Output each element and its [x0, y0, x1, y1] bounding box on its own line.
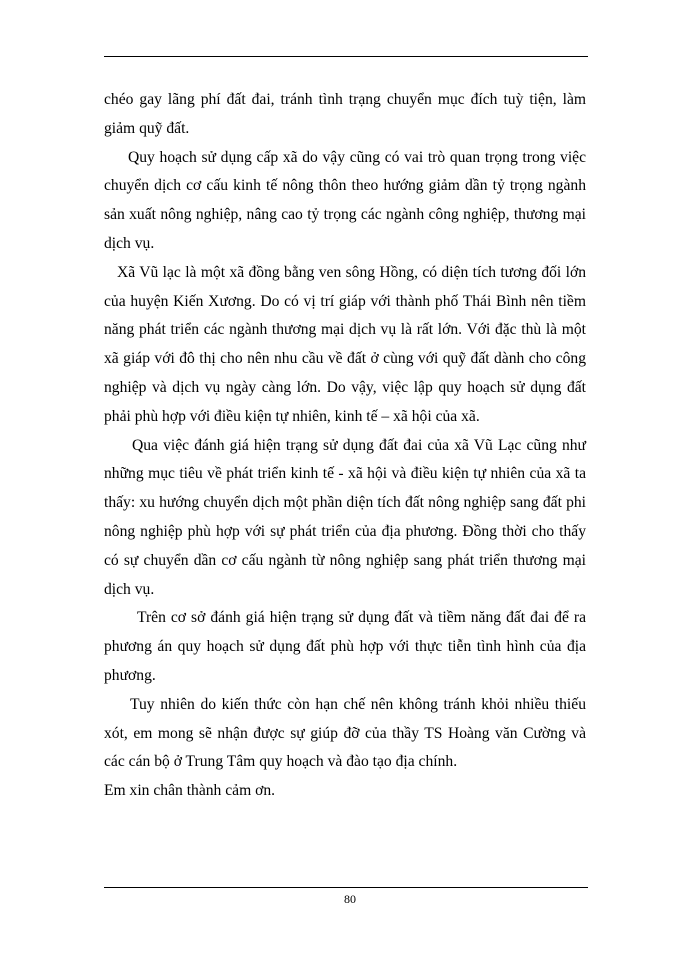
footer-rule	[104, 887, 588, 888]
paragraph-1: chéo gay lãng phí đất đai, tránh tình trạng chuyển mục đích tuỳ tiện, làm giảm quỹ đất.	[104, 91, 586, 137]
paragraph-2: Quy hoạch sử dụng cấp xã do vậy cũng có vai trò quan trọng trong việc chuyển dịch cơ cấu kinh tế nông thôn theo hướng giảm dần tỷ trọng ngành sản xuất nông nghiệp, nâng cao tỷ trọng các ngành công nghiệp, thương mại dịch vụ.	[104, 148, 586, 252]
paragraph-5: Trên cơ sở đánh giá hiện trạng sử dụng đất và tiềm năng đất đai để ra phương án quy hoạch sử dụng đất phù hợp với thực tiễn tình hình của địa phương.	[104, 609, 586, 684]
paragraph-6: Tuy nhiên do kiến thức còn hạn chế nên không tránh khỏi nhiều thiếu xót, em mong sẽ nhận được sự giúp đỡ của thầy TS Hoàng văn Cường và các cán bộ ở Trung Tâm quy hoạch và đào tạo địa chính.	[104, 695, 586, 771]
paragraph-7: Em xin chân thành cảm ơn.	[104, 782, 276, 800]
page-number: 80	[344, 892, 356, 906]
paragraph-3: Xã Vũ lạc là một xã đồng bằng ven sông Hồng, có diện tích tương đối lớn của huyện Kiến Xương. Do có vị trí giáp với thành phố Thái Bình nên tiềm năng phát triển các ngành thương mại dịch vụ là rất lớn. Với đặc thù là một xã giáp với đô thị cho nên nhu cầu về đất ở cùng với quỹ đất dành cho công nghiệp và dịch vụ ngày càng lớn. Do vậy, việc lập quy hoạch sử dụng đất phải phù hợp với điều kiện tự nhiên, kinh tế – xã hội của xã.	[104, 263, 586, 425]
document-body	[104, 86, 586, 806]
paragraph-4: Qua việc đánh giá hiện trạng sử dụng đất đai của xã Vũ Lạc cũng như những mục tiêu về phát triển kinh tế - xã hội và điều kiện tự nhiên của xã ta thấy: xu hướng chuyển dịch một phần diện tích đất nông nghiệp sang đất phi nông nghiệp phù hợp với sự phát triển của địa phương. Đồng thời cho thấy có sự chuyển dần cơ cấu ngành từ nông nghiệp sang phát triển thương mại dịch vụ.	[104, 436, 586, 598]
header-rule	[104, 56, 588, 57]
